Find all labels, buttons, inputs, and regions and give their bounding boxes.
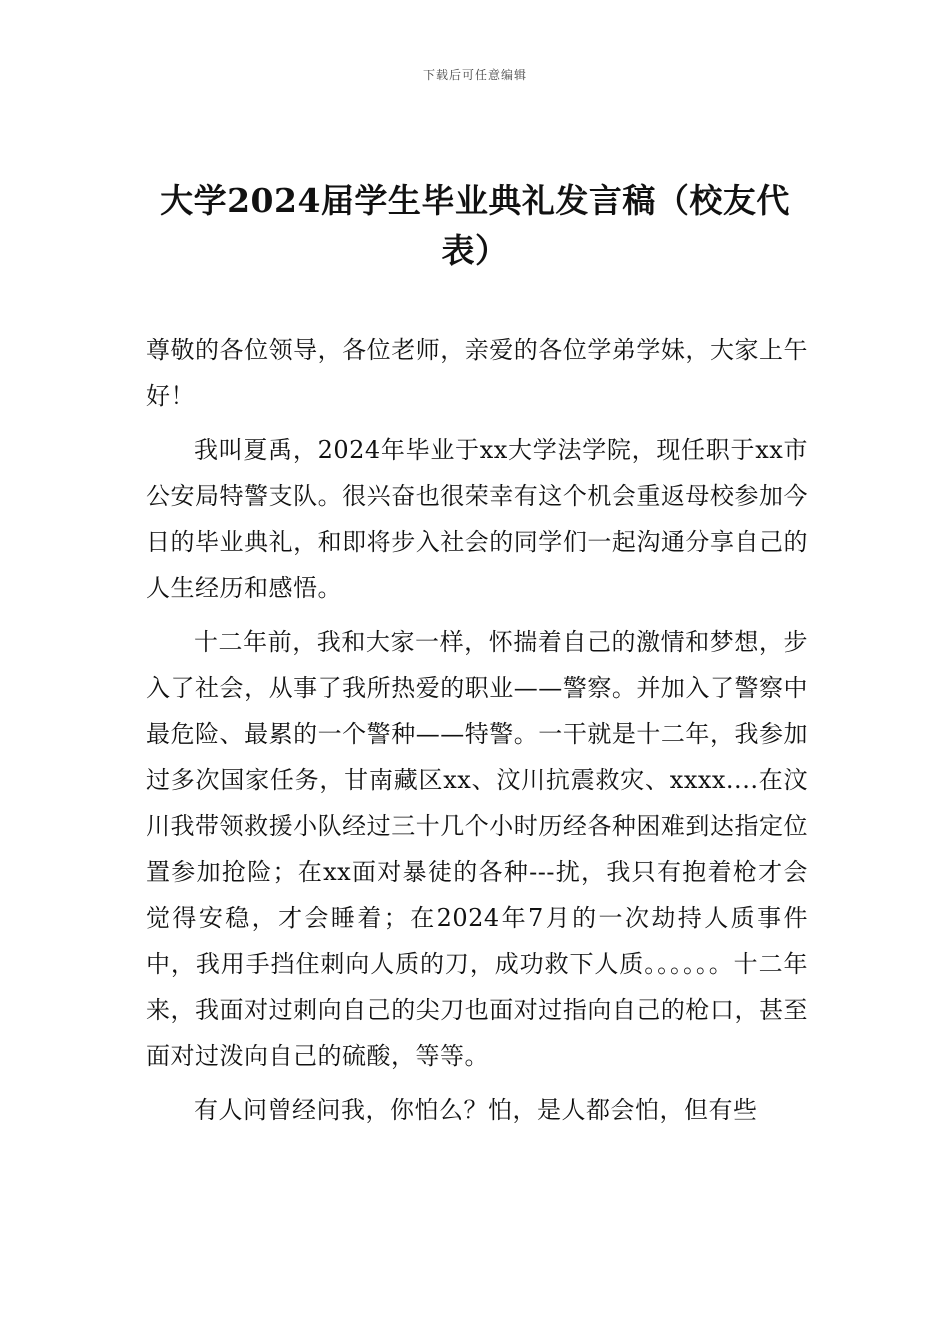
paragraph-greeting: 尊敬的各位领导，各位老师，亲爱的各位学弟学妹，大家上午好！ (146, 336, 808, 410)
paragraph-fear: 有人问曾经问我，你怕么？怕，是人都会怕，但有些 (194, 1096, 758, 1124)
document-title: 大学2024届学生毕业典礼发言稿（校友代表） (160, 181, 790, 270)
document-body (146, 327, 808, 1133)
paragraph-introduction: 我叫夏禹，2024年毕业于xx大学法学院，现任职于xx市公安局特警支队。很兴奋也很荣幸有这个机会重返母校参加今日的毕业典礼，和即将步入社会的同学们一起沟通分享自己的人生经历和感悟。 (146, 436, 808, 602)
paragraph-career: 十二年前，我和大家一样，怀揣着自己的激情和梦想，步入了社会，从事了我所热爱的职业——警察。并加入了警察中最危险、最累的一个警种——特警。一干就是十二年，我参加过多次国家任务，甘南藏区xx、汶川抗震救灾、xxxx....在汶川我带领救援小队经过三十几个小时历经各种困难到达指定位置参加抢险；在xx面对暴徒的各种---扰，我只有抱着枪才会觉得安稳，才会睡着；在2024年7月的一次劫持人质事件中，我用手挡住刺向人质的刀，成功救下人质。。。。。。十二年来，我面对过刺向自己的尖刀也面对过指向自己的枪口，甚至面对过泼向自己的硫酸，等等。 (146, 628, 808, 1070)
header-note: 下载后可任意编辑 (422, 68, 527, 82)
